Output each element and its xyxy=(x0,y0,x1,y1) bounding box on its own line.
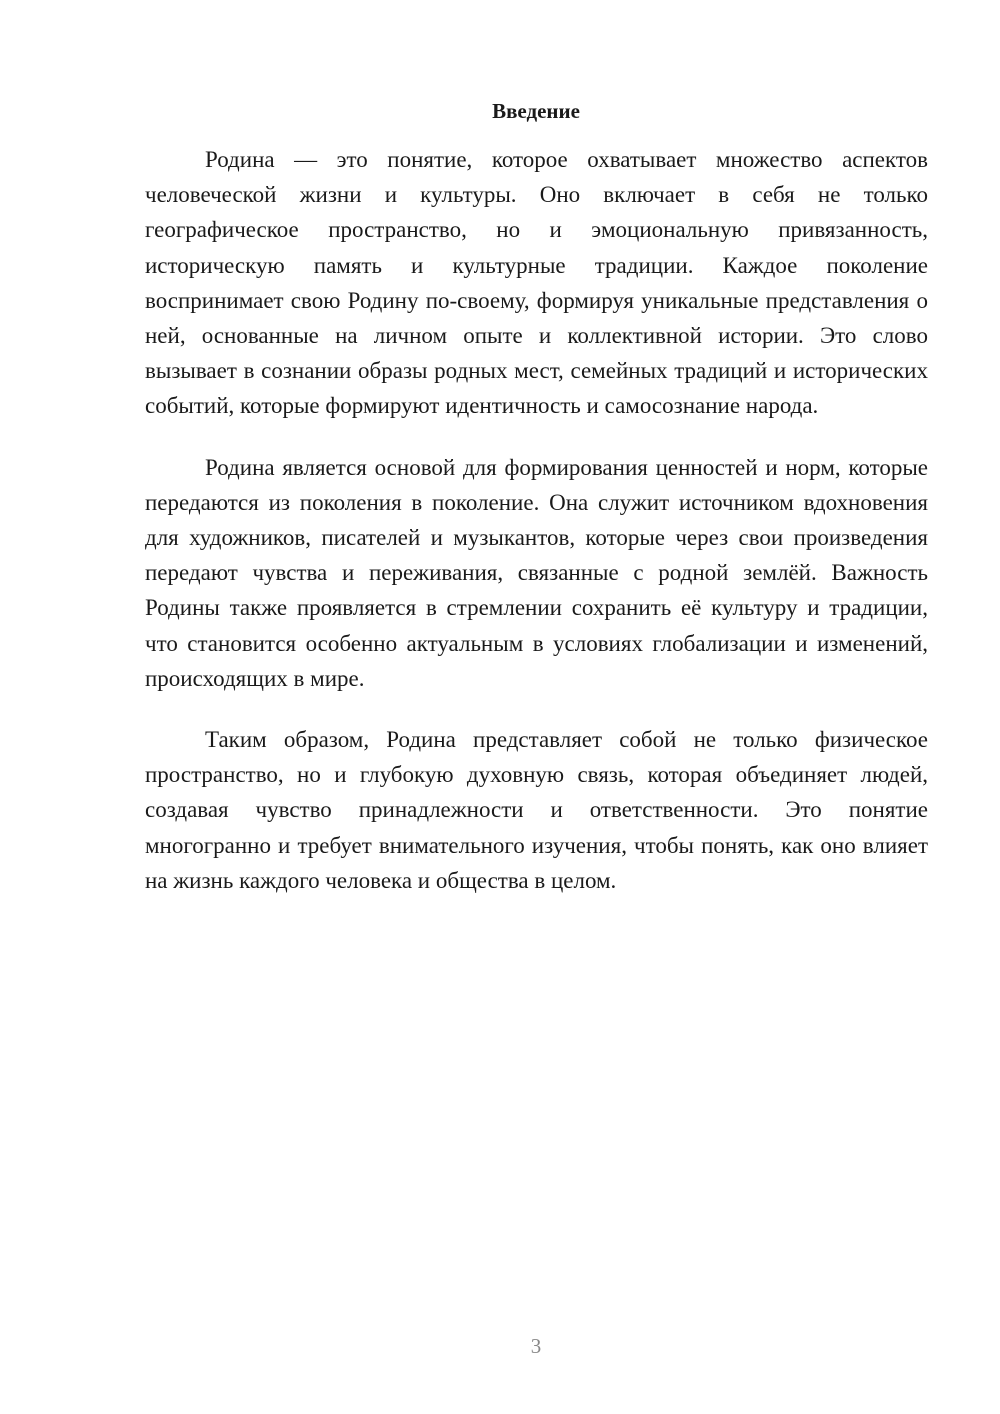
page-number: 3 xyxy=(530,1334,542,1358)
paragraph-2: Родина является основой для формирования ценностей и норм, которые передаются из поколения в поколение. Она служит источником вдохновения для художников, писателей и музыкантов, которые через свои произведения передают чувства и переживания, связанные с родной землёй. Важность Родины также проявляется в стремлении сохранить её культуру и традиции, что становится особенно актуальным в условиях глобализации и изменений, происходящих в мире. xyxy=(145,454,928,691)
section-heading: Введение xyxy=(492,99,580,123)
body-text xyxy=(145,142,928,924)
paragraph-1: Родина — это понятие, которое охватывает множество аспектов человеческой жизни и культуры. Оно включает в себя не только географическое пространство, но и эмоциональную привязанность, историческую память и культурные традиции. Каждое поколение воспринимает свою Родину по-своему, формируя уникальные представления о ней, основанные на личном опыте и коллективной истории. Это слово вызывает в сознании образы родных мест, семейных традиций и исторических событий, которые формируют идентичность и самосознание народа. xyxy=(145,147,928,419)
paragraph-3: Таким образом, Родина представляет собой не только физическое пространство, но и глубокую духовную связь, которая объединяет людей, создавая чувство принадлежности и ответственности. Это понятие многогранно и требует внимательного изучения, чтобы понять, как оно влияет на жизнь каждого человека и общества в целом. xyxy=(145,727,928,893)
